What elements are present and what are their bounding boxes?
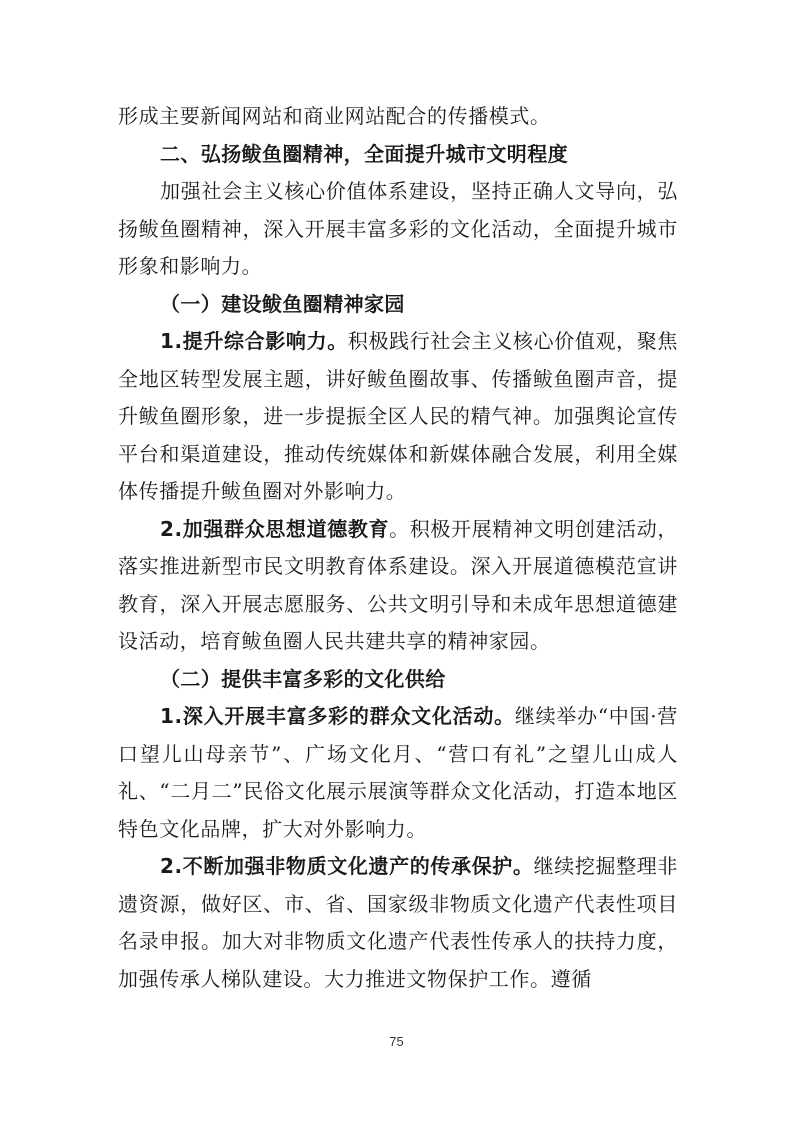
page-number: 75	[389, 1034, 404, 1049]
item-body-3: 继续举办“中国·营口望儿山母亲节”、广场文化月、“营口有礼”之望儿山成人礼、“二月二”民俗文化展示展演等群众文化活动，打造本地区特色文化品牌，扩大对外影响力。	[118, 704, 678, 841]
paragraph-continued: 形成主要新闻网站和商业网站配合的传播模式。	[118, 104, 551, 128]
item-paragraph-1	[118, 323, 678, 511]
section-intro-paragraph: 加强社会主义核心价值体系建设，坚持正确人文导向，弘扬鲅鱼圈精神，深入开展丰富多彩的文化活动，全面提升城市形象和影响力。	[118, 179, 678, 278]
subsection-heading-1: （一）建设鲅鱼圈精神家园	[160, 291, 405, 316]
item-lead-3: 1.深入开展丰富多彩的群众文化活动。	[160, 704, 515, 728]
item-lead-2: 2.加强群众思想道德教育	[160, 516, 390, 541]
item-paragraph-4	[118, 848, 678, 998]
subsection-heading-2: （二）提供丰富多彩的文化供给	[160, 666, 446, 691]
item-paragraph-3	[118, 698, 678, 848]
item-body-4: 继续挖掘整理非遗资源，做好区、市、省、国家级非物质文化遗产代表性项目名录申报。加大对非物质文化遗产代表性传承人的扶持力度，加强传承人梯队建设。大力推进文物保护工作。遵循	[118, 854, 678, 991]
item-body-2: 。积极开展精神文明创建活动，落实推进新型市民文明教育体系建设。深入开展道德模范宣讲教育，深入开展志愿服务、公共文明引导和未成年思想道德建设活动，培育鲅鱼圈人民共建共享的精神家园。	[118, 516, 678, 653]
section-heading: 二、弘扬鲅鱼圈精神，全面提升城市文明程度	[160, 141, 568, 166]
document-body	[118, 98, 678, 998]
item-lead-4: 2.不断加强非物质文化遗产的传承保护。	[160, 854, 534, 878]
item-lead-1: 1.提升综合影响力。	[160, 329, 348, 353]
item-body-1: 积极践行社会主义核心价值观，聚焦全地区转型发展主题，讲好鲅鱼圈故事、传播鲅鱼圈声音，提升鲅鱼圈形象，进一步提振全区人民的精气神。加强舆论宣传平台和渠道建设，推动传统媒体和新媒体融合发展，利用全媒体传播提升鲅鱼圈对外影响力。	[118, 329, 678, 503]
item-paragraph-2	[118, 511, 678, 661]
